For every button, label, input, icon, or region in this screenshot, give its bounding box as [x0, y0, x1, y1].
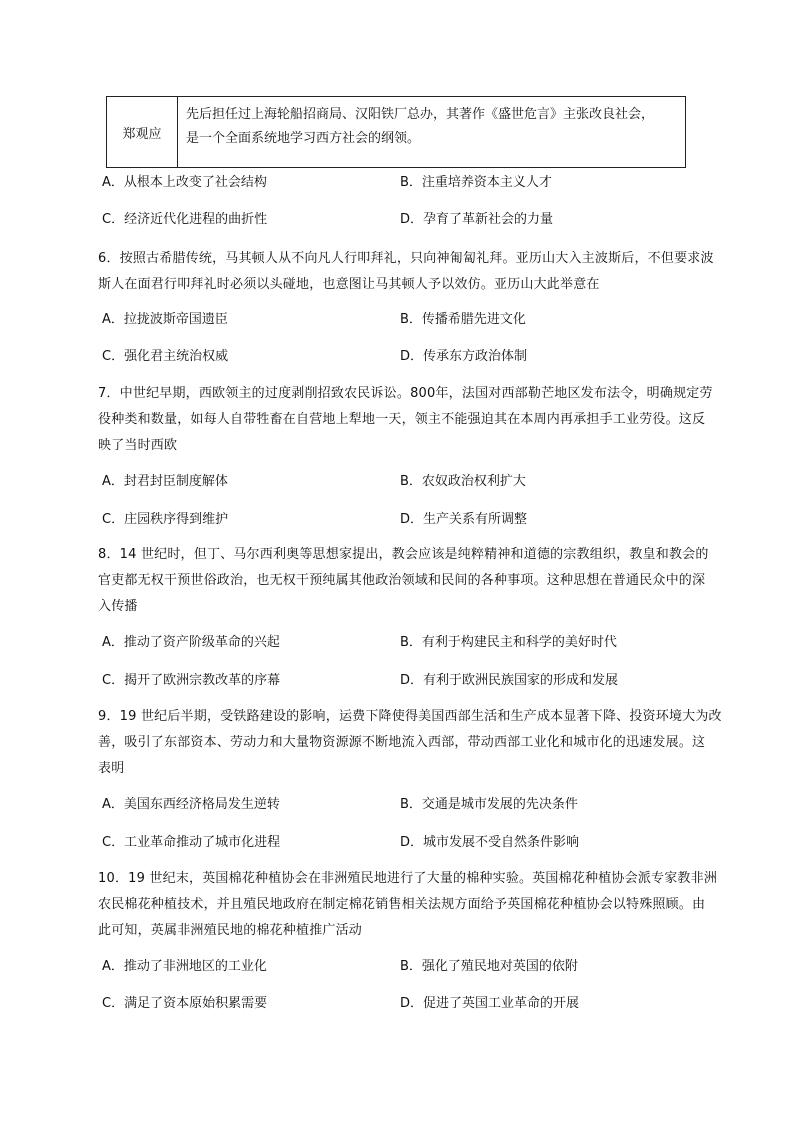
question-line: 斯人在面君行叩拜礼时必须以头碰地，也意图让马其顿人予以效仿。亚历山大此举意在 — [98, 277, 600, 292]
person-name-cell: 郑观应 — [107, 97, 178, 167]
question-8-stem — [98, 542, 730, 620]
q5-option-d[interactable]: D．孕育了革新社会的力量 — [400, 212, 554, 227]
q5-option-b[interactable]: B．注重培养资本主义人才 — [400, 175, 552, 190]
q9-option-b[interactable]: B．交通是城市发展的先决条件 — [400, 797, 578, 812]
q7-option-a[interactable]: A．封君封臣制度解体 — [102, 474, 228, 489]
question-line: 善，吸引了东部资本、劳动力和大量物资源源不断地流入西部，带动西部工业化和城市化的迅速发展。这 — [98, 735, 706, 750]
question-line: 此可知，英属非洲殖民地的棉花种植推广活动 — [98, 923, 363, 938]
person-desc-line: 先后担任过上海轮船招商局、汉阳铁厂总办，其著作《盛世危言》主张改良社会， — [186, 107, 655, 122]
q6-option-b[interactable]: B．传播希腊先进文化 — [400, 312, 526, 327]
question-line: 官吏都无权干预世俗政治，也无权干预纯属其他政治领域和民间的各种事项。这种思想在普通民众中的深 — [98, 573, 706, 588]
q10-option-a[interactable]: A．推动了非洲地区的工业化 — [102, 959, 267, 974]
q8-option-b[interactable]: B．有利于构建民主和科学的美好时代 — [400, 635, 617, 650]
question-line: 映了当时西欧 — [98, 438, 178, 453]
q5-option-c[interactable]: C．经济近代化进程的曲折性 — [102, 212, 268, 227]
q9-option-d[interactable]: D．城市发展不受自然条件影响 — [400, 835, 580, 850]
question-line: 7．中世纪早期，西欧领主的过度剥削招致农民诉讼。800年，法国对西部勒芒地区发布法令，明确规定劳 — [98, 386, 713, 401]
question-line: 8．14 世纪时，但丁、马尔西利奥等思想家提出，教会应该是纯粹精神和道德的宗教组织，教皇和教会的 — [98, 547, 709, 562]
q10-option-c[interactable]: C．满足了资本原始积累需要 — [102, 996, 268, 1011]
q7-option-d[interactable]: D．生产关系有所调整 — [400, 512, 528, 527]
q8-option-d[interactable]: D．有利于欧洲民族国家的形成和发展 — [400, 673, 619, 688]
question-10-stem — [98, 866, 730, 944]
q9-option-c[interactable]: C．工业革命推动了城市化进程 — [102, 835, 281, 850]
question-line: 农民棉花种植技术，并且殖民地政府在制定棉花销售相关法规方面给予英国棉花种植协会以特殊照顾。由 — [98, 897, 706, 912]
q7-option-c[interactable]: C．庄园秩序得到维护 — [102, 512, 229, 527]
question-line: 表明 — [98, 761, 125, 776]
question-line: 6．按照古希腊传统，马其顿人从不向凡人行叩拜礼，只向神匍匐礼拜。亚历山大入主波斯后，不但要求波 — [98, 251, 714, 266]
q9-option-a[interactable]: A．美国东西经济格局发生逆转 — [102, 797, 280, 812]
q7-option-b[interactable]: B．农奴政治权利扩大 — [400, 474, 526, 489]
q6-option-c[interactable]: C．强化君主统治权威 — [102, 349, 229, 364]
q10-option-b[interactable]: B．强化了殖民地对英国的依附 — [400, 959, 578, 974]
question-9-stem — [98, 704, 730, 782]
q5-option-a[interactable]: A．从根本上改变了社会结构 — [102, 175, 267, 190]
question-line: 入传播 — [98, 599, 138, 614]
q10-option-d[interactable]: D．促进了英国工业革命的开展 — [400, 996, 580, 1011]
person-table — [106, 96, 686, 168]
q8-option-c[interactable]: C．揭开了欧洲宗教改革的序幕 — [102, 673, 281, 688]
q6-option-a[interactable]: A．拉拢波斯帝国遗臣 — [102, 312, 228, 327]
question-line: 10．19 世纪末，英国棉花种植协会在非洲殖民地进行了大量的棉种实验。英国棉花种植协会派专家教非洲 — [98, 871, 718, 886]
question-line: 9．19 世纪后半期，受铁路建设的影响，运费下降使得美国西部生活和生产成本显著下降、投资环境大为改 — [98, 709, 722, 724]
q6-option-d[interactable]: D．传承东方政治体制 — [400, 349, 528, 364]
question-7-stem — [98, 381, 730, 459]
question-line: 役种类和数量，如每人自带牲畜在自营地上犁地一天，领主不能强迫其在本周内再承担手工业劳役。这反 — [98, 412, 706, 427]
q8-option-a[interactable]: A．推动了资产阶级革命的兴起 — [102, 635, 280, 650]
person-desc-cell — [178, 97, 685, 167]
person-desc-line: 是一个全面系统地学习西方社会的纲领。 — [186, 131, 421, 146]
question-6-stem — [98, 246, 730, 298]
